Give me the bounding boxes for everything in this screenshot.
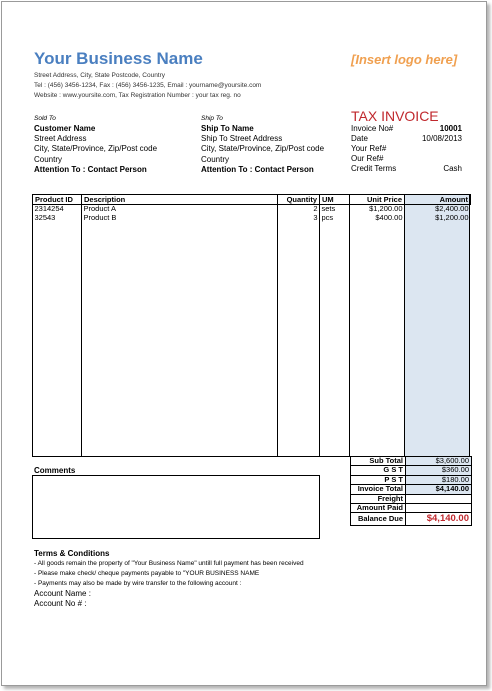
terms-line: - All goods remain the property of "Your Business Name" untill full payment has been received	[34, 560, 304, 567]
credit-terms-label: Credit Terms	[351, 164, 397, 173]
sold-to-block	[34, 124, 157, 175]
credit-terms-value: Cash	[443, 164, 462, 173]
row-quantity: 2	[313, 204, 318, 213]
row-amount: $2,400.00	[435, 204, 469, 213]
sold-to-attention: Attention To : Contact Person	[34, 164, 147, 174]
row-product-id: 2314254	[34, 204, 64, 213]
business-contact: Tel : (456) 3456-1234, Fax : (456) 3456-1235, Email : yourname@yoursite.com	[34, 82, 262, 89]
freight-value	[406, 494, 472, 503]
row-product-id: 32543	[34, 212, 56, 222]
invoice-title: TAX INVOICE	[351, 108, 439, 124]
account-name: Account Name :	[34, 589, 91, 598]
amount-paid-label: Amount Paid	[351, 504, 406, 513]
sold-to-city: City, State/Province, Zip/Post code	[34, 144, 158, 154]
ship-to-name: Ship To Name	[201, 124, 254, 133]
ship-to-street: Ship To Street Address	[201, 134, 283, 144]
subtotal-value: $3,600.00	[406, 457, 472, 466]
row-description: Product B	[83, 212, 117, 222]
table-divider	[319, 194, 320, 456]
gst-label: G S T	[351, 466, 406, 475]
amount-column-fill	[404, 195, 470, 456]
header-unit-price: Unit Price	[350, 195, 405, 205]
row-unit-price: $1,200.00	[369, 204, 403, 213]
row-quantity: 3	[313, 212, 318, 222]
table-divider	[349, 194, 350, 456]
business-web: Website : www.yoursite.com, Tax Registration Number : your tax reg. no	[34, 92, 241, 99]
our-ref-label: Our Ref#	[351, 154, 384, 163]
ship-to-block	[201, 124, 324, 175]
header-um: UM	[320, 195, 350, 205]
row-unit-price: $400.00	[375, 212, 403, 222]
row-um: sets	[321, 204, 336, 213]
ship-to-attention: Attention To : Contact Person	[201, 164, 314, 174]
amount-paid-value	[406, 504, 472, 513]
totals-table	[350, 456, 472, 526]
invoice-total-row	[351, 485, 472, 494]
business-address: Street Address, City, State Postcode, Country	[34, 72, 166, 79]
business-name: Your Business Name	[34, 49, 203, 68]
sold-to-heading: Sold To	[34, 115, 56, 122]
invoice-total-value: $4,140.00	[406, 485, 472, 494]
logo-placeholder: [Insert logo here]	[351, 52, 458, 67]
table-border-left	[32, 194, 33, 456]
balance-due-label: Balance Due	[351, 513, 406, 526]
sold-to-country: Country	[34, 154, 63, 164]
account-no: Account No # :	[34, 599, 87, 608]
balance-due-value: $4,140.00	[406, 513, 472, 526]
sold-to-name: Customer Name	[34, 124, 96, 133]
ship-to-heading: Ship To	[201, 115, 223, 122]
gst-row	[351, 466, 472, 475]
ship-to-city: City, State/Province, Zip/Post code	[201, 144, 325, 154]
sold-to-street: Street Address	[34, 134, 87, 144]
table-border-right	[469, 194, 470, 456]
row-description: Product A	[83, 204, 117, 213]
invoice-no-value: 10001	[439, 124, 462, 133]
table-border-bottom	[32, 456, 350, 457]
header-product-id: Product ID	[33, 195, 82, 205]
comments-box[interactable]	[32, 475, 320, 539]
invoice-total-label: Invoice Total	[351, 485, 406, 494]
invoice-page	[1, 1, 487, 686]
items-table	[32, 194, 471, 222]
balance-due-row	[351, 513, 472, 526]
amount-paid-row	[351, 504, 472, 513]
date-value: 10/08/2013	[421, 134, 462, 143]
table-divider	[81, 194, 82, 456]
header-amount: Amount	[405, 195, 471, 205]
row-amount: $1,200.00	[435, 212, 469, 222]
pst-label: P S T	[351, 475, 406, 484]
terms-line: - Please make check/ cheque payments payable to "YOUR BUSINESS NAME	[34, 570, 260, 577]
ship-to-country: Country	[201, 154, 230, 164]
gst-value: $360.00	[406, 466, 472, 475]
subtotal-label: Sub Total	[351, 457, 406, 466]
table-divider	[404, 194, 405, 456]
table-divider	[277, 194, 278, 456]
terms-title: Terms & Conditions	[34, 549, 110, 558]
row-um: pcs	[321, 212, 334, 222]
your-ref-label: Your Ref#	[351, 144, 387, 153]
header-quantity: Quantity	[278, 195, 320, 205]
comments-label: Comments	[34, 466, 76, 475]
header-description: Description	[82, 195, 278, 205]
pst-value: $180.00	[406, 475, 472, 484]
terms-line: - Payments may also be made by wire transfer to the following account :	[34, 580, 242, 587]
freight-label: Freight	[351, 494, 406, 503]
invoice-no-label: Invoice No#	[351, 124, 394, 133]
date-label: Date	[351, 134, 368, 143]
